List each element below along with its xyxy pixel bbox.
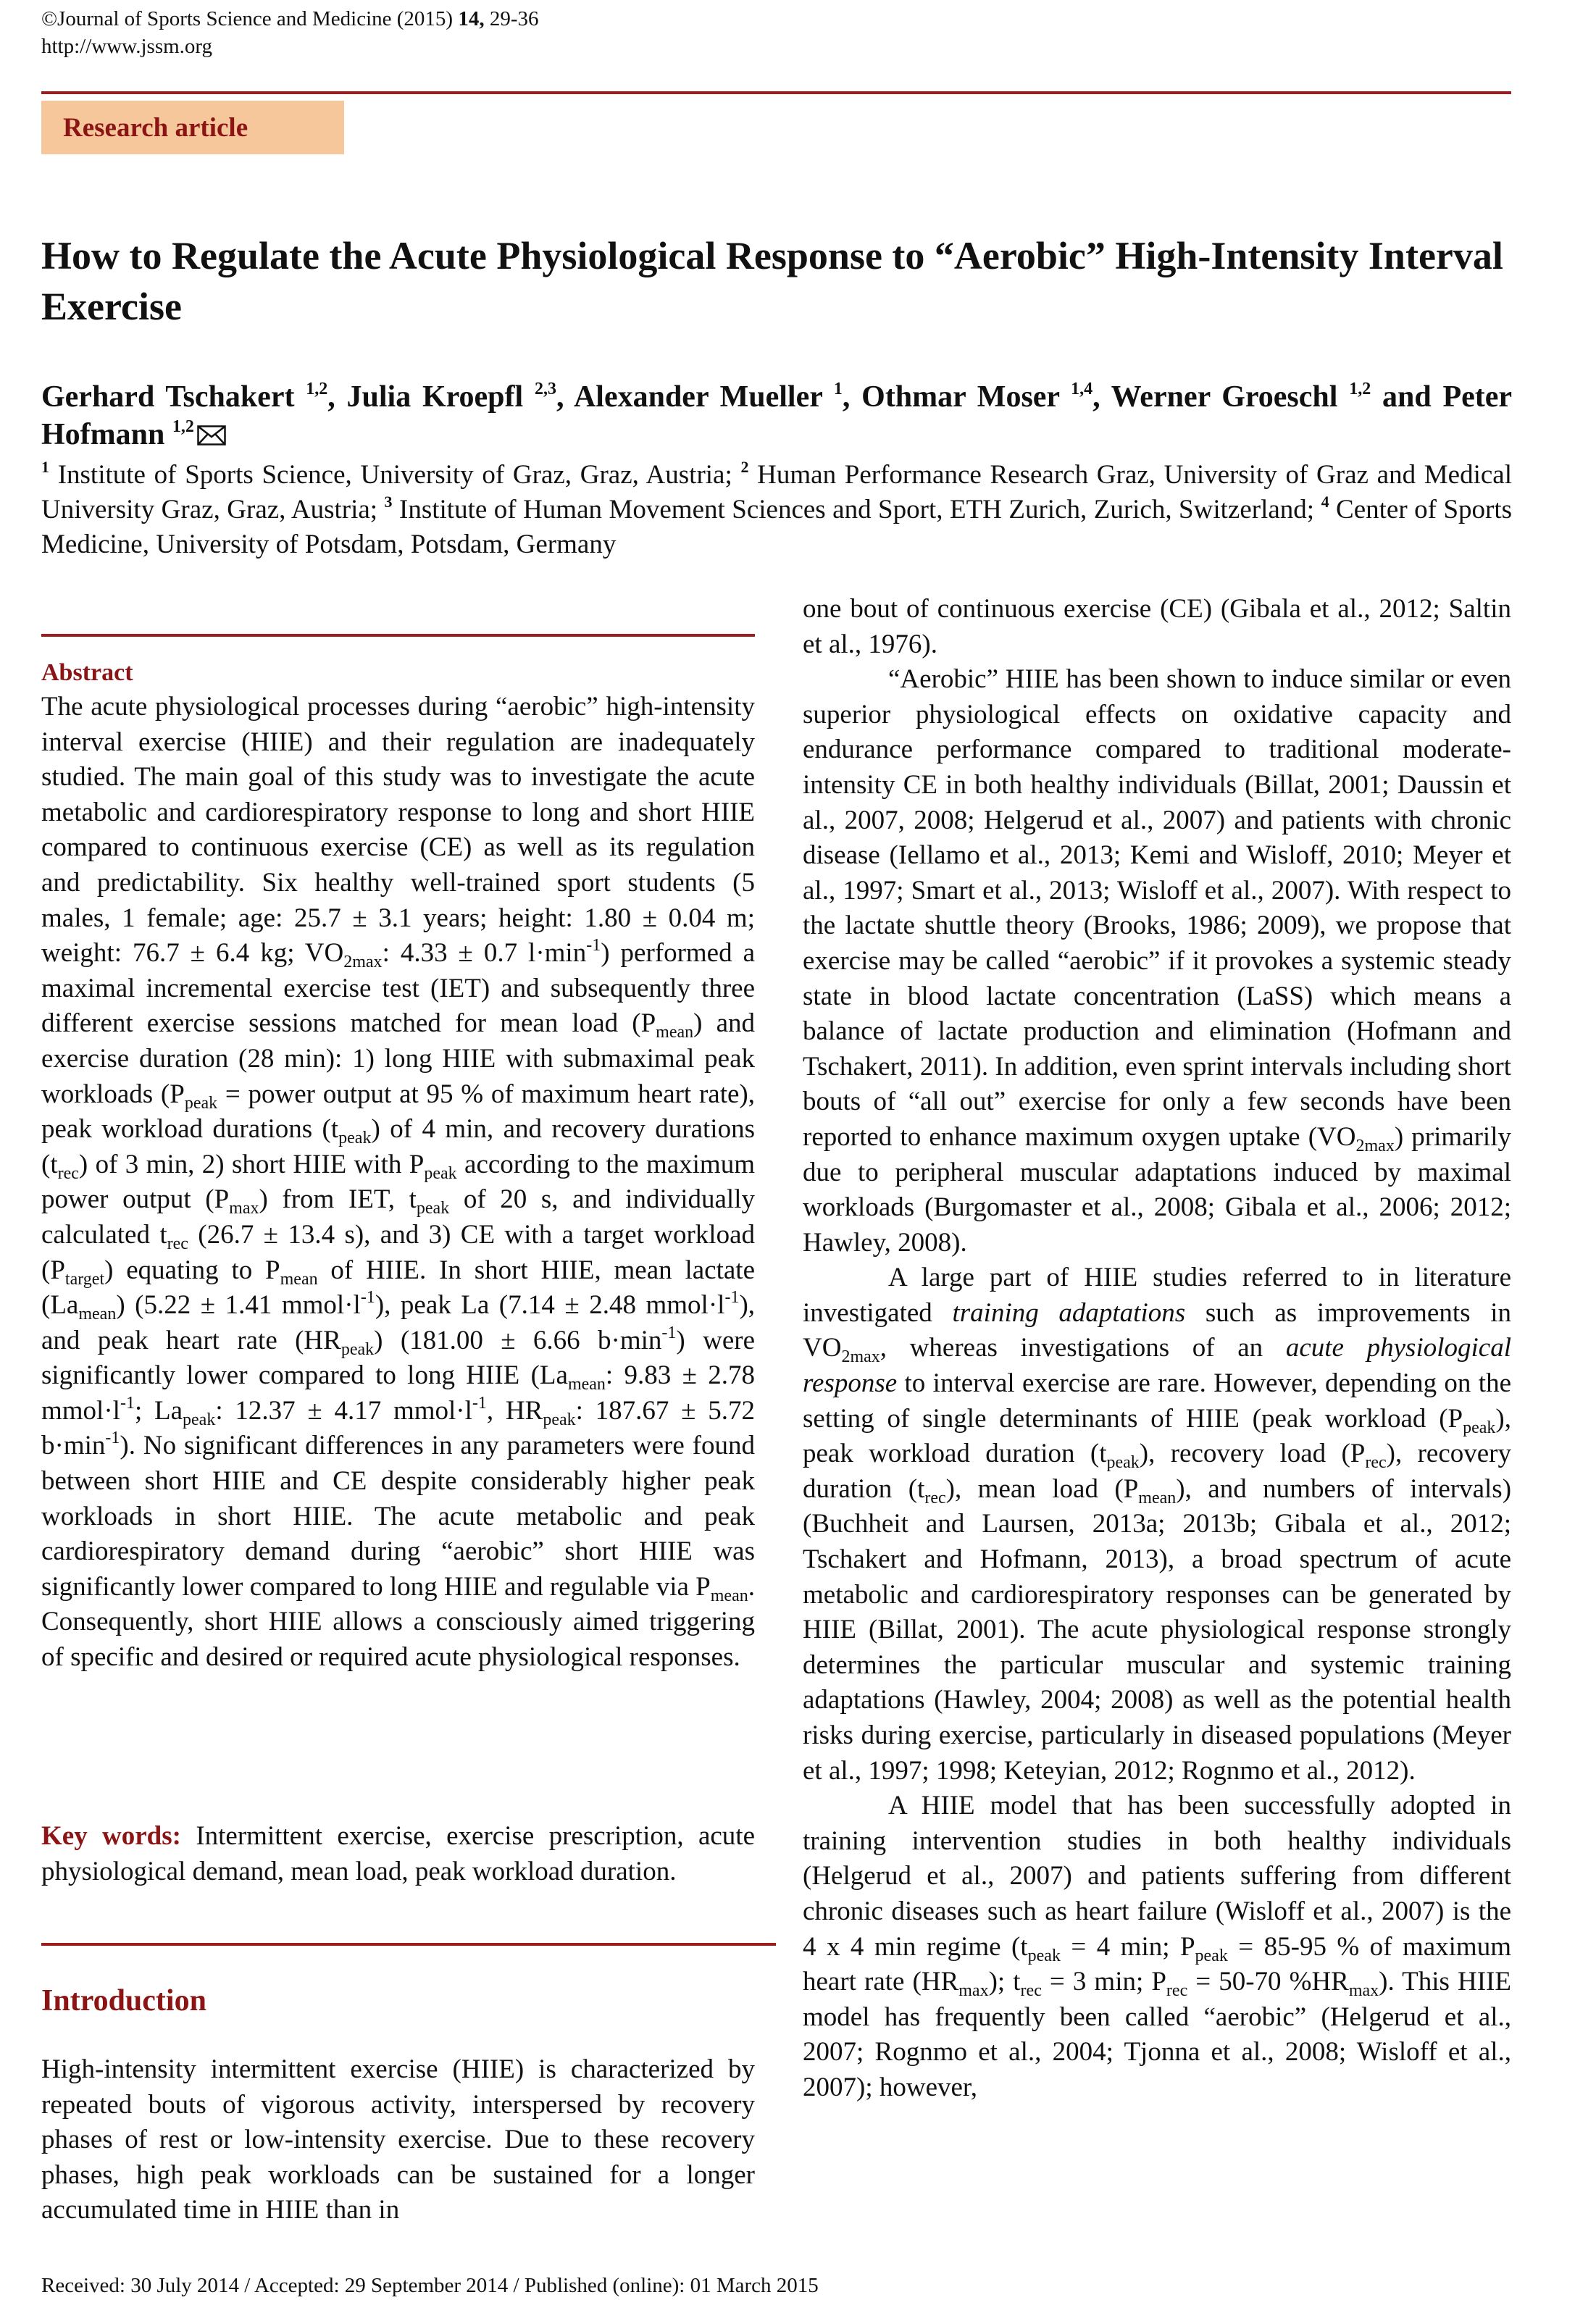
affiliation-number: 1 <box>41 458 49 476</box>
affiliation: Human Performance Research Graz, University of Graz and Medical University Graz, Graz, Austria; <box>41 460 1512 524</box>
abstract-heading: Abstract <box>41 659 133 686</box>
paragraph: “Aerobic” HIIE has been shown to induce similar or even superior physiological effects on oxidative capacity and endurance performance compared to traditional moderate-intensity CE in both healthy individuals (Billat, 2001; Daussin et al., 2007, 2008; Helgerud et al., 2007) and patients with chronic disease (Iellamo et al., 2013; Kemi and Wisloff, 2010; Meyer et al., 1997; Smart et al., 2013; Wisloff et al., 2007). With respect to the lactate shuttle theory (Brooks, 1986; 2009), we propose that exercise may be called “aerobic” if it provokes a systemic steady state in blood lactate concentration (LaSS) which means a balance of lactate production and elimination (Hofmann and Tschakert, 2011). In addition, even sprint intervals including short bouts of “all out” exercise for only a few seconds have been reported to enhance maximum oxygen uptake $(VO_{2max})$ primarily due to peripheral muscular adaptations induced by maximal workloads (Burgomaster et al., 2008; Gibala et al., 2006; 2012; Hawley, 2008). <box>803 664 1511 1258</box>
paragraph: A large part of HIIE studies referred to in literature investigated training adaptations such as improvements in $VO_{2max}$, whereas investigations of an acute physiological response to interval exercise are rare. However, depending on the setting of single determinants of HIIE (peak workload $(P_{peak})$, peak workload duration $(t_{peak})$, recovery load $(P_{rec})$, recovery duration $(t_{rec})$, mean load $(P_{mean})$, and numbers of intervals) (Buchheit and Laursen, 2013a; 2013b; Gibala et al., 2012; Tschakert and Hofmann, 2013), a broad spectrum of acute metabolic and cardiorespiratory responses can be generated by HIIE (Billat, 2001). The acute physiological response strongly determines the particular muscular and systemic training adaptations (Hawley, 2004; 2008) as well as the potential health risks during exercise, particularly in diseased populations (Meyer et al., 1997; 1998; Keteyian, 2012; Rognmo et al., 2012). <box>803 1263 1512 1786</box>
author-affiliation-mark: 1 <box>833 380 843 398</box>
journal-volume: 14, <box>458 7 485 30</box>
author: and Peter Hofmann <box>41 380 1513 451</box>
abstract-bottom-rule <box>41 1943 776 1946</box>
affiliations <box>41 458 1512 562</box>
affiliation: Institute of Human Movement Sciences and Sport, ETH Zurich, Zurich, Switzerland; <box>399 495 1315 524</box>
keywords <box>41 1819 755 1889</box>
author-list: Gerhard Tschakert $^{1,2}$, Julia Kroepfl $^{2,3}$, Alexander Mueller $^1$, Othmar Moser $^{1,4}$, Werner Groeschl $^{1,2}$ and Peter Hofmann $^{1,2}$ <box>41 380 1513 451</box>
article-type-badge: Research article <box>41 101 344 154</box>
header-rule <box>41 91 1511 94</box>
author: Gerhard Tschakert <box>41 380 295 414</box>
affiliation: Center of Sports Medicine, University of Potsdam, Potsdam, Germany <box>41 495 1513 559</box>
author-affiliation-mark: 1,4 <box>1071 380 1093 398</box>
affiliation-number: 3 <box>384 493 393 511</box>
right-column-text <box>803 592 1511 2106</box>
affiliation-number: 4 <box>1321 493 1329 511</box>
publication-dates: Received: 30 July 2014 / Accepted: 29 September 2014 / Published (online): 01 March 2015 <box>41 2274 819 2297</box>
author: Julia Kroepfl <box>346 380 524 414</box>
author: Othmar Moser <box>861 380 1060 414</box>
author-affiliation-mark: 1,2 <box>172 417 194 436</box>
affiliation: Institute of Sports Science, University of Graz, Graz, Austria; <box>57 460 732 490</box>
author: Werner Groeschl <box>1111 380 1338 414</box>
article-title: How to Regulate the Acute Physiological Response to “Aerobic” High-Intensity Interval Exercise <box>41 234 1503 328</box>
paragraph: one bout of continuous exercise (CE) (Gibala et al., 2012; Saltin et al., 1976). <box>803 594 1511 659</box>
abstract-top-rule <box>41 634 755 637</box>
author: Alexander Mueller <box>573 380 823 414</box>
journal-url[interactable]: http://www.jssm.org <box>41 35 213 58</box>
affiliation-number: 2 <box>740 458 749 476</box>
abstract-text: The acute physiological processes during “aerobic” high-intensity interval exercise (HIIE) and their regulation are inadequately studied. The main goal of this study was to investigate the acute metabolic and cardiorespiratory response to long and short HIIE compared to continuous exercise (CE) as well as its regulation and predictability. Six healthy well-trained sport students (5 males, 1 female; age: 25.7 ± 3.1 years; height: 1.80 ± 0.04 m; weight: 76.7 ± 6.4 kg; $VO_{2max}$: 4.33 ± 0.7 $l\cdot\min^{-1}$) performed a maximal incremental exercise test (IET) and subsequently three different exercise sessions matched for mean load $(P_{mean})$ and exercise duration (28 min): 1) long HIIE with submaximal peak workloads ($P_{peak}$ = power output at 95 % of maximum heart rate), peak workload durations $(t_{peak})$ of 4 min, and recovery durations $(t_{rec})$ of 3 min, 2) short HIIE with $P_{peak}$ according to the maximum power output $(P_{max})$ from IET, $t_{peak}$ of 20 s, and individually calculated $t_{rec}$ (26.7 ± 13.4 s), and 3) CE with a target workload $(P_{target})$ equating to $P_{mean}$ of HIIE. In short HIIE, mean lactate $(La_{mean}) (5.22 \pm 1.41$ $mmol\cdot l^{-1}$), peak La (7.14 ± 2.48 $mmol\cdot l^{-1}$), and peak heart rate $(HR_{peak}) (181.00 \pm 6.66$ $b\cdot\min^{-1}$) were significantly lower compared to long HIIE ($La_{mean}$: 9.83 ± 2.78 $mmol\cdot l^{-1}$; $La_{peak}$: 12.37 ± 4.17 $mmol\cdot l^{-1}$, $HR_{peak}$: 187.67 ± 5.72 $b\cdot\min^{-1}$). No significant differences in any parameters were found between short HIIE and CE despite considerably higher peak workloads in short HIIE. The acute metabolic and peak cardiorespiratory demand during “aerobic” short HIIE was significantly lower compared to long HIIE and regulable via $P_{mean}$. Consequently, short HIIE allows a consciously aimed triggering of specific and desired or required acute physiological responses. <box>41 692 756 1673</box>
journal-pages: 29-36 <box>489 7 539 30</box>
paragraph: A HIIE model that has been successfully adopted in training intervention studies in both healthy individuals (Helgerud et al., 2007) and patients suffering from different chronic diseases such as heart failure (Wisloff et al., 2007) is the 4 x 4 min regime ($t_{peak} = 4$ min; $P_{peak} = 85-95$ % of maximum heart rate $(HR_{max})$; $t_{rec} = 3$ min; $P_{rec} = 50-70$ $\%HR_{max}$). This HIIE model has frequently been called “aerobic” (Helgerud et al., 2007; Rognmo et al., 2004; Tjonna et al., 2008; Wisloff et al., 2007); however, <box>803 1791 1511 2102</box>
keywords-label: Key words: <box>41 1821 181 1851</box>
email-envelope-icon[interactable] <box>197 417 226 438</box>
journal-citation <box>41 6 539 32</box>
author-affiliation-mark: 1,2 <box>1349 380 1371 398</box>
author-affiliation-mark: 2,3 <box>534 380 556 398</box>
keywords-text: Intermittent exercise, exercise prescription, acute physiological demand, mean load, peak workload duration. <box>41 1821 755 1886</box>
author-affiliation-mark: 1,2 <box>306 380 328 398</box>
introduction-heading: Introduction <box>41 1984 206 2017</box>
journal-name: ©Journal of Sports Science and Medicine (2015) <box>41 7 454 30</box>
introduction-paragraph: High-intensity intermittent exercise (HIIE) is characterized by repeated bouts of vigorous activity, interspersed by recovery phases of rest or low-intensity exercise. Due to these recovery phases, high peak workloads can be sustained for a longer accumulated time in HIIE than in <box>41 2054 755 2225</box>
